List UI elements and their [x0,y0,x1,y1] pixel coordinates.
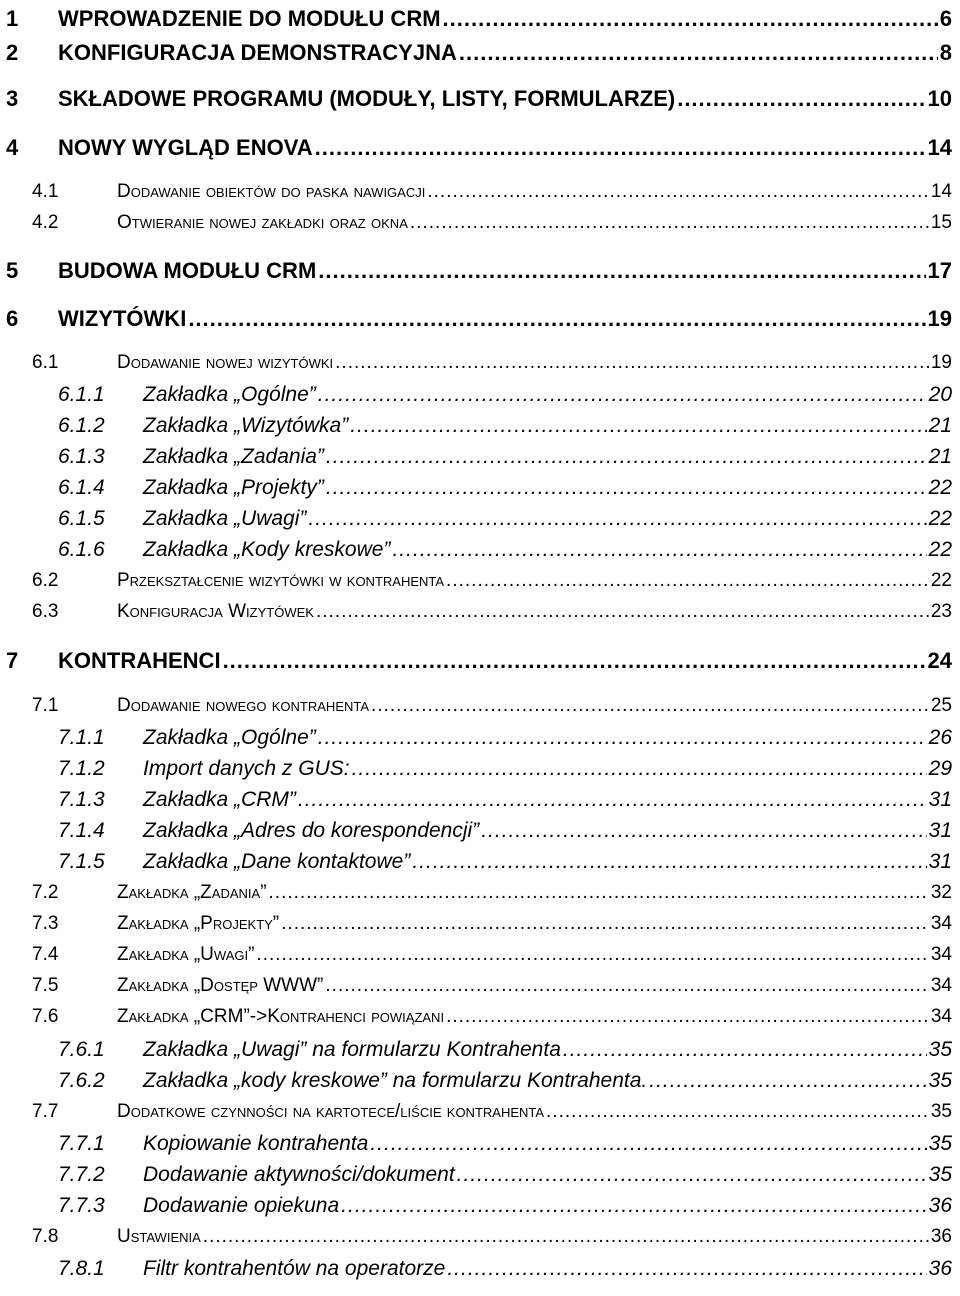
toc-entry[interactable] [58,726,952,750]
toc-entry-title: WPROWADZENIE DO MODUŁU CRM [58,6,441,31]
toc-entry-page: 8 [939,40,952,65]
toc-entry-number: 5 [6,258,19,283]
toc-entry-title: Kopiowanie kontrahenta [143,1132,369,1155]
toc-entry[interactable] [58,1257,952,1281]
toc-dot-leader [298,788,927,812]
toc-dot-leader [223,648,926,674]
toc-entry-title: Zakładka „Projekty” [143,476,324,499]
toc-entry-number: 7.6.2 [58,1069,105,1092]
toc-dot-leader [269,882,929,904]
toc-entry-title: Zakładka „Uwagi” [117,944,255,965]
toc-entry-page: 17 [927,258,952,283]
toc-entry[interactable] [58,538,952,562]
toc-dot-leader [371,695,929,717]
toc-entry-number: 6.1.3 [58,445,105,468]
toc-entry[interactable] [32,601,952,623]
toc-entry[interactable] [58,476,952,500]
toc-entry-page: 36 [928,1257,952,1280]
toc-entry-number: 7.6.1 [58,1038,105,1061]
toc-entry-page: 22 [928,507,952,530]
toc-entry-number: 7.6 [32,1006,59,1027]
toc-entry-number: 7.1.4 [58,819,105,842]
toc-entry[interactable] [58,1194,952,1218]
toc-dot-leader [447,1257,926,1281]
toc-entry-page: 25 [930,695,952,716]
toc-entry-number: 6.1.5 [58,507,105,530]
toc-entry-number: 4.2 [32,212,59,233]
toc-entry-number: 7.8.1 [58,1257,105,1280]
toc-entry-number: 6.1.2 [58,414,105,437]
toc-entry-title: Zakładka „Adres do korespondencji” [143,819,480,842]
toc-entry[interactable] [58,788,952,812]
toc-entry-page: 26 [928,726,952,749]
toc-entry-title: Przekształcenie wizytówki w kontrahenta [117,570,445,591]
toc-dot-leader [352,757,927,781]
toc-dot-leader [370,1132,926,1156]
toc-entry-page: 34 [930,1006,952,1027]
toc-dot-leader [341,1194,926,1218]
toc-entry-title: Zakładka „Uwagi” [143,507,307,530]
toc-entry-title: Zakładka „Kody kreskowe” [143,538,391,561]
toc-entry-page: 34 [930,975,952,996]
toc-entry-title: Konfiguracja Wizytówek [117,601,314,622]
toc-entry-title: Otwieranie nowej zakładki oraz okna [117,212,408,233]
toc-entry-page: 29 [928,757,952,780]
toc-entry-number: 4.1 [32,181,59,202]
toc-entry-number: 3 [6,86,19,111]
toc-entry[interactable] [32,181,952,203]
toc-entry[interactable] [58,445,952,469]
toc-entry[interactable] [6,306,952,332]
toc-dot-leader [446,570,929,592]
toc-entry-title: Zakładka „Wizytówka” [143,414,349,437]
toc-entry-page: 35 [928,1132,952,1155]
toc-dot-leader [481,819,926,843]
toc-entry-page: 21 [928,445,952,468]
toc-entry-title: Dodawanie aktywności/dokument [143,1163,455,1186]
toc-entry-page: 14 [927,135,952,160]
toc-entry[interactable] [58,507,952,531]
toc-dot-leader [318,726,927,750]
toc-entry[interactable] [58,819,952,843]
toc-dot-leader [318,383,927,407]
toc-entry-number: 7.1.5 [58,850,105,873]
toc-entry-title: WIZYTÓWKI [58,306,187,331]
toc-entry-number: 7 [6,648,19,673]
toc-entry-page: 22 [928,538,952,561]
toc-entry[interactable] [58,1163,952,1187]
toc-dot-leader [563,1038,927,1062]
toc-entry-page: 35 [930,1101,952,1122]
toc-dot-leader [427,181,929,203]
toc-dot-leader [446,1006,929,1028]
toc-dot-leader [412,850,926,874]
toc-entry[interactable] [32,695,952,717]
toc-entry-page: 22 [928,476,952,499]
toc-entry-number: 7.4 [32,944,59,965]
toc-entry-number: 7.1.1 [58,726,105,749]
toc-dot-leader [410,212,929,234]
toc-entry-title: Zakładka „Ogólne” [143,726,316,749]
toc-entry-number: 6.3 [32,601,59,622]
toc-entry[interactable] [58,757,952,781]
toc-dot-leader [459,40,938,66]
toc-entry-page: 34 [930,944,952,965]
toc-entry[interactable] [6,86,952,112]
toc-entry-number: 7.2 [32,882,59,903]
toc-entry-number: 7.5 [32,975,59,996]
toc-dot-leader [443,6,938,32]
toc-entry[interactable] [6,135,952,161]
toc-entry-title: Dodatkowe czynności na kartotece/liście kontrahenta [117,1101,545,1122]
toc-dot-leader [326,476,927,500]
toc-entry-title: KONTRAHENCI [58,648,221,673]
toc-dot-leader [203,1226,929,1248]
toc-entry-page: 20 [928,383,952,406]
toc-dot-leader [281,913,929,935]
toc-entry-number: 7.7 [32,1101,59,1122]
toc-entry-number: 6.1 [32,352,59,373]
toc-entry[interactable] [6,258,952,284]
toc-entry-page: 22 [930,570,952,591]
toc-entry-page: 35 [928,1038,952,1061]
toc-entry-title: Dodawanie nowej wizytówki [117,352,334,373]
toc-entry-title: Ustawienia [117,1226,201,1247]
toc-entry-number: 4 [6,135,19,160]
toc-entry-title: Filtr kontrahentów na operatorze [143,1257,446,1280]
toc-entry[interactable] [6,40,952,66]
toc-entry-title: Dodawanie nowego kontrahenta [117,695,370,716]
toc-entry-number: 2 [6,40,19,65]
toc-entry-number: 7.1.2 [58,757,105,780]
toc-entry-number: 6.1.1 [58,383,105,406]
toc-entry[interactable] [32,212,952,234]
toc-entry-number: 6.1.4 [58,476,105,499]
toc-entry-page: 24 [927,648,952,673]
toc-entry-number: 7.7.3 [58,1194,105,1217]
toc-entry-page: 31 [928,788,952,811]
toc-entry[interactable] [58,1038,952,1062]
toc-entry[interactable] [32,944,952,966]
toc-dot-leader [350,414,926,438]
toc-entry-page: 23 [930,601,952,622]
toc-entry-number: 7.7.2 [58,1163,105,1186]
toc-entry-title: Import danych z GUS: [143,757,350,780]
toc-entry-title: Dodawanie obiektów do paska nawigacji [117,181,426,202]
toc-entry-title: SKŁADOWE PROGRAMU (MODUŁY, LISTY, FORMULARZE) [58,86,676,111]
toc-dot-leader [677,86,925,112]
toc-entry-number: 6 [6,306,19,331]
toc-dot-leader [457,1163,927,1187]
toc-entry-title: NOWY WYGLĄD ENOVA [58,135,313,160]
toc-dot-leader [256,944,928,966]
toc-entry-title: KONFIGURACJA DEMONSTRACYJNA [58,40,457,65]
toc-entry-title: Zakładka „Zadania” [143,445,324,468]
toc-entry[interactable] [32,1006,952,1028]
toc-entry-page: 34 [930,913,952,934]
toc-dot-leader [649,1069,926,1093]
toc-entry[interactable] [32,882,952,904]
toc-entry[interactable] [58,1132,952,1156]
toc-entry-number: 7.1 [32,695,59,716]
toc-entry-title: BUDOWA MODUŁU CRM [58,258,317,283]
toc-entry-number: 6.2 [32,570,59,591]
toc-entry-title: Zakładka „Dostęp WWW” [117,975,324,996]
toc-entry-title: Zakładka „Zadania” [117,882,267,903]
toc-entry-page: 35 [928,1069,952,1092]
toc-entry[interactable] [32,1101,952,1123]
toc-entry-title: Zakładka „Dane kontaktowe” [143,850,411,873]
toc-entry-title: Zakładka „CRM”->Kontrahenci powiązani [117,1006,445,1027]
toc-entry-page: 31 [928,850,952,873]
toc-dot-leader [335,352,929,374]
toc-entry-title: Zakładka „kody kreskowe” na formularzu Kontrahenta. [143,1069,648,1092]
toc-entry-number: 1 [6,6,19,31]
toc-entry-page: 32 [930,882,952,903]
toc-dot-leader [318,258,925,284]
toc-entry[interactable] [32,570,952,592]
toc-entry-page: 14 [930,181,952,202]
toc-entry-number: 7.7.1 [58,1132,105,1155]
toc-entry[interactable] [58,1069,952,1093]
toc-entry-page: 36 [928,1194,952,1217]
toc-entry-page: 35 [928,1163,952,1186]
toc-entry[interactable] [58,414,952,438]
toc-entry-page: 19 [927,306,952,331]
toc-dot-leader [308,507,926,531]
toc-entry-title: Dodawanie opiekuna [143,1194,340,1217]
toc-entry-title: Zakładka „Uwagi” na formularzu Kontrahenta [143,1038,561,1061]
toc-entry-page: 19 [930,352,952,373]
toc-dot-leader [315,135,926,161]
toc-entry[interactable] [32,975,952,997]
toc-entry-page: 21 [928,414,952,437]
toc-dot-leader [546,1101,929,1123]
toc-entry-page: 15 [930,212,952,233]
toc-dot-leader [326,445,927,469]
toc-entry[interactable] [58,850,952,874]
toc-entry-number: 7.1.3 [58,788,105,811]
toc-entry-page: 10 [927,86,952,111]
toc-entry-title: Zakładka „CRM” [143,788,296,811]
toc-dot-leader [188,306,925,332]
toc-entry-title: Zakładka „Projekty” [117,913,280,934]
toc-entry[interactable] [58,383,952,407]
toc-dot-leader [316,601,929,623]
toc-entry[interactable] [32,352,952,374]
toc-entry-page: 31 [928,819,952,842]
toc-entry[interactable] [32,913,952,935]
toc-entry-page: 36 [930,1226,952,1247]
toc-entry-number: 7.3 [32,913,59,934]
toc-entry-number: 7.8 [32,1226,59,1247]
toc-entry-number: 6.1.6 [58,538,105,561]
toc-dot-leader [392,538,926,562]
toc-entry[interactable] [6,6,952,32]
toc-entry[interactable] [6,648,952,674]
toc-entry[interactable] [32,1226,952,1248]
toc-entry-page: 6 [939,6,952,31]
toc-dot-leader [325,975,928,997]
toc-entry-title: Zakładka „Ogólne” [143,383,316,406]
